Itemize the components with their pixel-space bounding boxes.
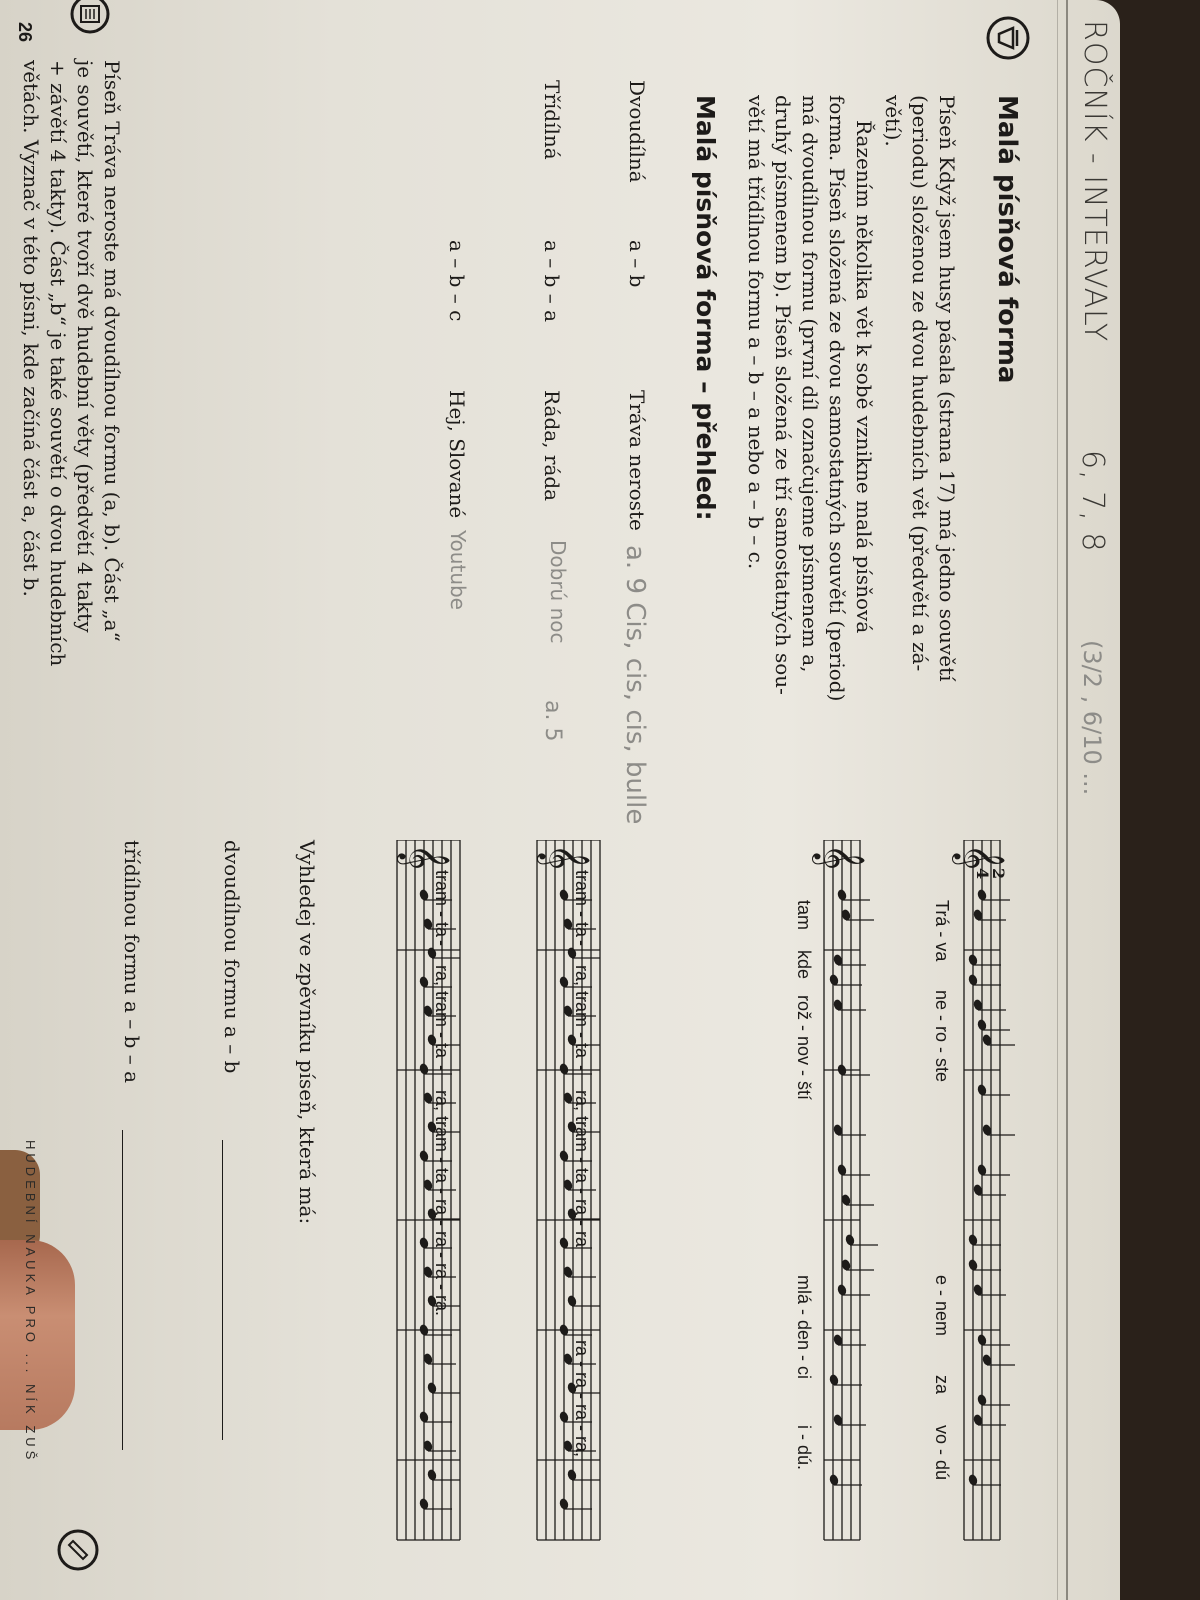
overview-row-3-song: Hej, Slované bbox=[445, 390, 469, 519]
lyric: tram - ta bbox=[572, 870, 592, 938]
lyric: ra - ra - ra - ra, bbox=[572, 1340, 592, 1458]
lyric: ne - ro - ste bbox=[932, 990, 952, 1083]
handwritten-dobru: Dobrú noc bbox=[546, 540, 570, 644]
lyric: ra, tram - ta bbox=[432, 965, 452, 1059]
overview-row-3-form: a – b – c bbox=[445, 240, 469, 322]
p2-line: druhý písmenem b). Píseň složená ze tří samostatných sou- bbox=[771, 95, 795, 695]
lyric: vo - dú bbox=[932, 1425, 952, 1481]
overview-row-2-label: Třídílná bbox=[540, 80, 564, 160]
time-signature-top: 2 bbox=[989, 868, 1008, 880]
p1-line: (periodu) složenou ze dvou hudebních vět (předvětí a zá- bbox=[908, 95, 932, 672]
lyric: za bbox=[932, 1375, 952, 1395]
lyric: tram - ta bbox=[432, 870, 452, 938]
overview-row-2-form: a – b – a bbox=[540, 240, 564, 323]
bottom-paragraph bbox=[17, 60, 125, 666]
handwritten-youtube: Youtube bbox=[446, 530, 470, 610]
overview-title: Malá písňová forma – přehled: bbox=[691, 95, 720, 521]
music-notes bbox=[418, 888, 1015, 1510]
lyric: kde bbox=[794, 950, 814, 980]
bp-line: je souvětí, které tvoří dvě hudební věty (předvětí 4 takty bbox=[73, 60, 97, 633]
time-signature bbox=[974, 868, 1006, 879]
lyric: - bbox=[432, 940, 452, 946]
search-task-intro: Vyhledej ve zpěvníku píseň, která má: bbox=[295, 840, 319, 1225]
paragraph-2 bbox=[742, 95, 877, 701]
overview-row-2-song: Ráda, ráda bbox=[540, 390, 564, 502]
drum-icon bbox=[986, 16, 1030, 60]
overview-row-1-form: a – b bbox=[625, 240, 649, 288]
answer-line-2[interactable] bbox=[122, 1130, 123, 1450]
handwritten-numbers: 6, 7, 8 bbox=[1075, 450, 1110, 553]
handwritten-a5: a. 5 bbox=[540, 700, 565, 742]
treble-clef-icon: 𝄞 bbox=[399, 844, 450, 871]
overview-row-1-song: Tráva neroste bbox=[625, 390, 649, 531]
lyric: - bbox=[572, 940, 592, 946]
handwritten-paren: (3/2 , 6/10 ... bbox=[1078, 640, 1106, 796]
page-footer: HUDEBNÍ NAUKA PRO ... NÍK ZUŠ bbox=[23, 1140, 38, 1464]
page-title: Malá písňová forma bbox=[992, 95, 1022, 384]
page-number: 26 bbox=[15, 22, 35, 43]
p1-line: Píseň Když jsem husy pásala (strana 17) má jedno souvětí bbox=[935, 95, 959, 682]
top-rule bbox=[1066, 0, 1068, 1600]
lyric: e - nem bbox=[932, 1275, 952, 1337]
bp-line: + závětí 4 takty). Část „b“ je také souvětí o dvou hudebních bbox=[46, 60, 70, 667]
treble-clef-icon: 𝄞 bbox=[539, 844, 590, 871]
answer-line-1[interactable] bbox=[222, 1140, 223, 1440]
p2-line: větí má třídílnou formu a – b – a nebo a – b – c. bbox=[744, 95, 768, 570]
bp-line: Píseň Tráva neroste má dvoudílnou formu (a, b). Část „a“ bbox=[100, 60, 124, 642]
barlines bbox=[397, 950, 1000, 1460]
p2-line: forma. Píseň složená ze dvou samostatných souvětí (period) bbox=[825, 95, 849, 702]
lyric: i - dú. bbox=[794, 1425, 814, 1471]
paragraph-1 bbox=[879, 95, 960, 682]
lyric: - bbox=[432, 1065, 452, 1071]
lyric: ra, tram - ta - ra - ra bbox=[572, 1090, 592, 1248]
lyric: ra, tram - ta - ra - ra - ra - ra. bbox=[432, 1090, 452, 1317]
lyric: ra, tram - ta bbox=[572, 965, 592, 1059]
lyric: Trá - va bbox=[932, 900, 952, 962]
search-task-item-2: třídílnou formu a – b – a bbox=[120, 840, 144, 1084]
pencil-book-icon bbox=[70, 0, 110, 34]
top-rule-2 bbox=[1057, 0, 1058, 1600]
treble-clef-icon: 𝄞 bbox=[814, 844, 865, 871]
p2-line: má dvoudílnou formu (první díl označujeme písmenem a, bbox=[798, 95, 822, 673]
p2-line: Řazením několika vět k sobě vznikne malá písňová bbox=[852, 120, 876, 634]
staff-2 bbox=[824, 840, 860, 1540]
lyric: mlá - den - ci bbox=[794, 1275, 814, 1380]
time-signature-bottom: 4 bbox=[973, 868, 992, 880]
handwritten-a9: a. 9 Cis, cis, cis, bulle bbox=[620, 545, 650, 825]
overview-row-1-label: Dvoudílná bbox=[625, 80, 649, 183]
lyric: - bbox=[572, 1065, 592, 1071]
handwritten-rocnik: ROČNÍK - INTERVALY bbox=[1077, 20, 1112, 343]
lyric: rož - nov - ští bbox=[794, 995, 814, 1101]
p1-line: větí). bbox=[881, 95, 905, 147]
exercise-icon bbox=[56, 1528, 100, 1572]
music-notation bbox=[380, 840, 1020, 1560]
lyric: tam bbox=[794, 900, 814, 931]
search-task-item-1: dvoudílnou formu a – b bbox=[220, 840, 244, 1074]
treble-clef-icon: 𝄞 bbox=[954, 844, 1005, 871]
bp-line: větách. Vyznač v této písni, kde začíná část a, část b. bbox=[19, 60, 43, 597]
